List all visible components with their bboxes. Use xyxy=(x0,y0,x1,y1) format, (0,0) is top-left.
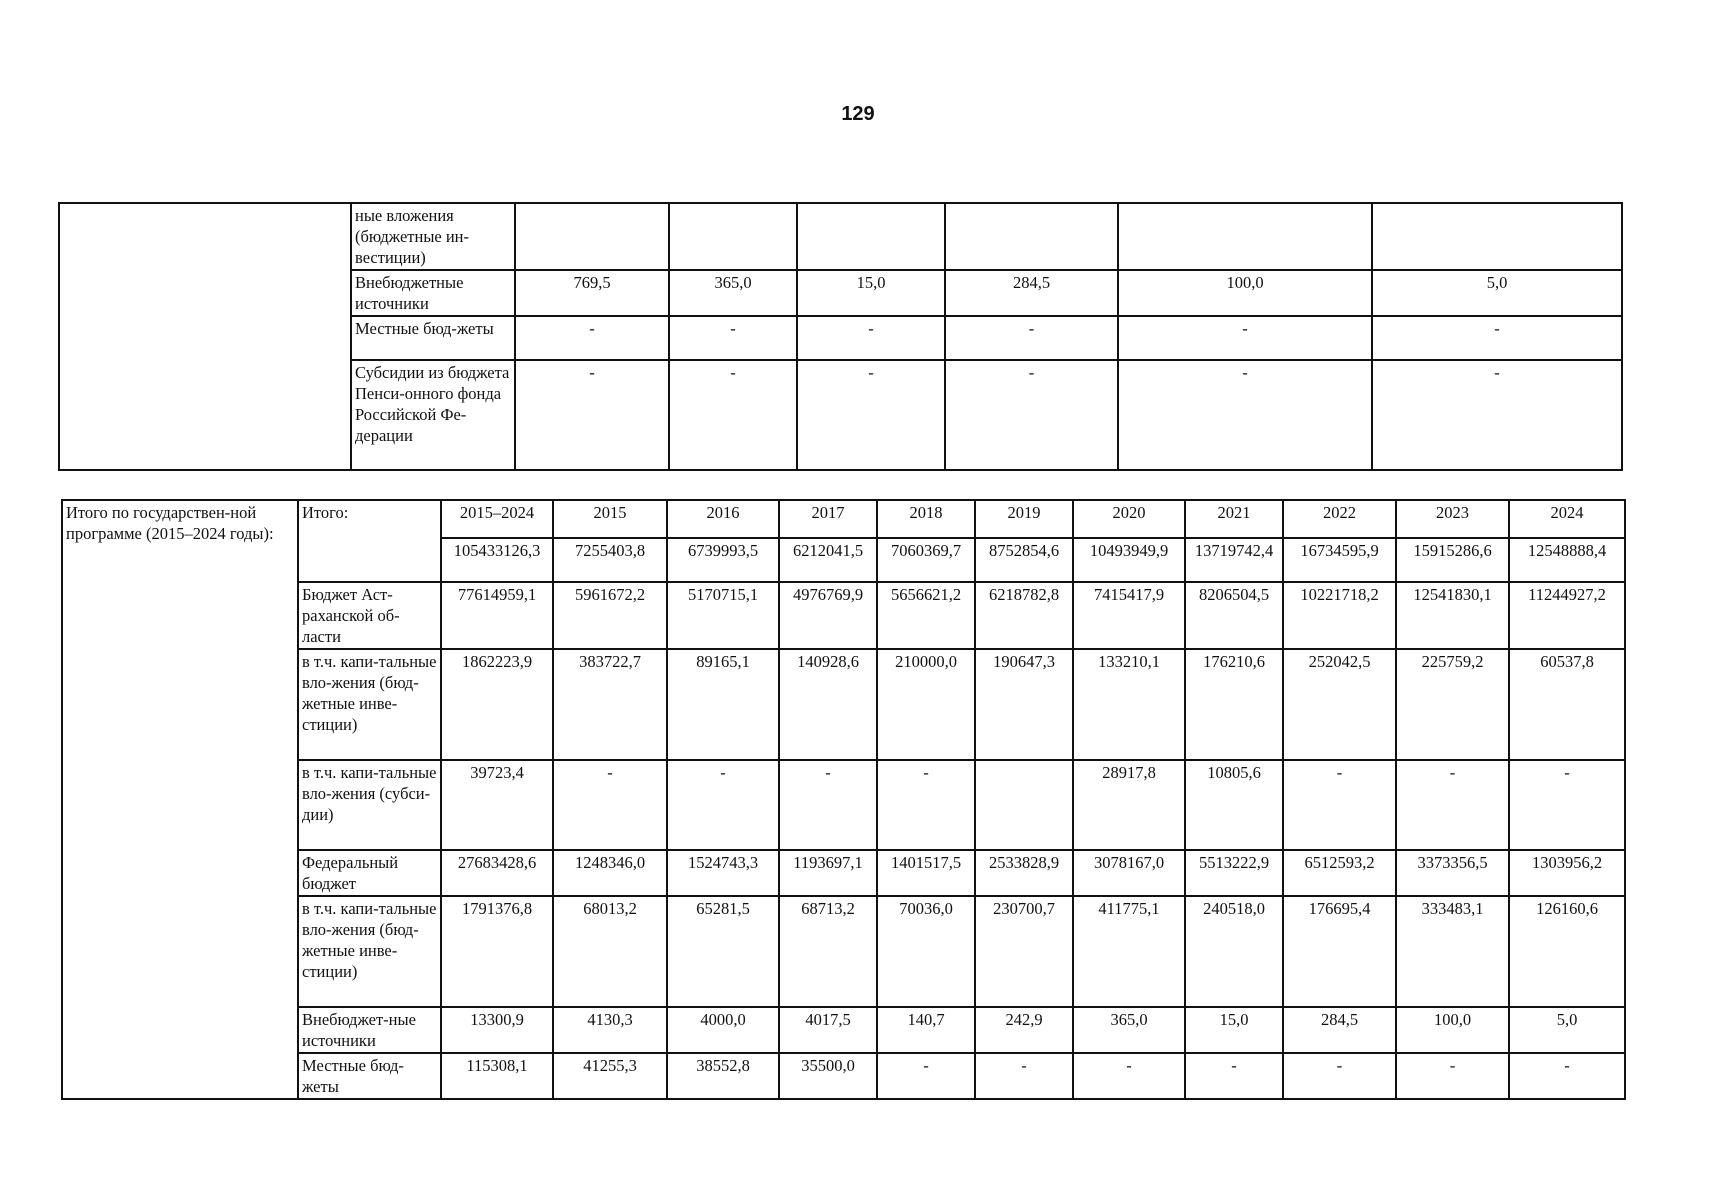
value-cell: - xyxy=(1283,1053,1396,1099)
total-value: 16734595,9 xyxy=(1283,538,1396,582)
value-cell: 1193697,1 xyxy=(779,850,877,896)
value-cell: 6218782,8 xyxy=(975,582,1073,649)
year-header: 2015–2024 xyxy=(441,500,553,538)
row-label: Внебюджетные источники xyxy=(351,270,515,316)
value-cell: 6512593,2 xyxy=(1283,850,1396,896)
value-cell: 411775,1 xyxy=(1073,896,1185,1007)
value-cell: - xyxy=(669,316,797,360)
value-cell: 68713,2 xyxy=(779,896,877,1007)
value-cell: 242,9 xyxy=(975,1007,1073,1053)
value-cell: 15,0 xyxy=(1185,1007,1283,1053)
value-cell: - xyxy=(1509,760,1625,850)
value-cell: - xyxy=(1118,360,1372,470)
value-cell xyxy=(1372,203,1622,270)
year-header: 2018 xyxy=(877,500,975,538)
value-cell: 365,0 xyxy=(1073,1007,1185,1053)
row-label: Местные бюд-жеты xyxy=(351,316,515,360)
value-cell: - xyxy=(1073,1053,1185,1099)
year-header: 2019 xyxy=(975,500,1073,538)
value-cell: - xyxy=(877,1053,975,1099)
value-cell: 10221718,2 xyxy=(1283,582,1396,649)
year-header: 2016 xyxy=(667,500,779,538)
year-header: 2024 xyxy=(1509,500,1625,538)
value-cell: 100,0 xyxy=(1118,270,1372,316)
value-cell: 126160,6 xyxy=(1509,896,1625,1007)
value-cell: 38552,8 xyxy=(667,1053,779,1099)
value-cell: 210000,0 xyxy=(877,649,975,760)
value-cell xyxy=(945,203,1118,270)
year-header: 2020 xyxy=(1073,500,1185,538)
total-value: 6212041,5 xyxy=(779,538,877,582)
value-cell: 252042,5 xyxy=(1283,649,1396,760)
value-cell: 27683428,6 xyxy=(441,850,553,896)
value-cell: 5170715,1 xyxy=(667,582,779,649)
value-cell: 11244927,2 xyxy=(1509,582,1625,649)
value-cell: - xyxy=(553,760,667,850)
value-cell: 4976769,9 xyxy=(779,582,877,649)
total-value: 10493949,9 xyxy=(1073,538,1185,582)
total-value: 13719742,4 xyxy=(1185,538,1283,582)
year-header-row xyxy=(62,500,1625,538)
value-cell: 3373356,5 xyxy=(1396,850,1509,896)
value-cell: 1303956,2 xyxy=(1509,850,1625,896)
value-cell: 65281,5 xyxy=(667,896,779,1007)
value-cell: - xyxy=(797,316,945,360)
value-cell: 60537,8 xyxy=(1509,649,1625,760)
value-cell xyxy=(515,203,669,270)
year-header: 2022 xyxy=(1283,500,1396,538)
value-cell: 2533828,9 xyxy=(975,850,1073,896)
value-cell: 4017,5 xyxy=(779,1007,877,1053)
program-label: Итого по государствен-ной программе (2015–2024 годы): xyxy=(62,500,298,1099)
value-cell: 35500,0 xyxy=(779,1053,877,1099)
value-cell: - xyxy=(1118,316,1372,360)
value-cell: 5656621,2 xyxy=(877,582,975,649)
value-cell xyxy=(975,760,1073,850)
value-cell: 4130,3 xyxy=(553,1007,667,1053)
value-cell: 333483,1 xyxy=(1396,896,1509,1007)
value-cell: - xyxy=(515,316,669,360)
value-cell: 39723,4 xyxy=(441,760,553,850)
table-row xyxy=(59,203,1622,270)
row-label: в т.ч. капи-тальные вло-жения (субси-дии) xyxy=(298,760,441,850)
value-cell: 769,5 xyxy=(515,270,669,316)
value-cell: - xyxy=(945,360,1118,470)
value-cell: 1524743,3 xyxy=(667,850,779,896)
value-cell: 5,0 xyxy=(1372,270,1622,316)
row-label: ные вложения (бюджетные ин-вестиции) xyxy=(351,203,515,270)
value-cell: - xyxy=(1372,360,1622,470)
total-value: 15915286,6 xyxy=(1396,538,1509,582)
total-value: 105433126,3 xyxy=(441,538,553,582)
value-cell: - xyxy=(515,360,669,470)
value-cell: 89165,1 xyxy=(667,649,779,760)
value-cell: 70036,0 xyxy=(877,896,975,1007)
value-cell: - xyxy=(877,760,975,850)
value-cell: - xyxy=(1396,760,1509,850)
value-cell: 1862223,9 xyxy=(441,649,553,760)
total-value: 7060369,7 xyxy=(877,538,975,582)
row-label: Федеральный бюджет xyxy=(298,850,441,896)
value-cell: - xyxy=(1185,1053,1283,1099)
row-label: Внебюджет-ные источники xyxy=(298,1007,441,1053)
value-cell: 7415417,9 xyxy=(1073,582,1185,649)
row-label: Местные бюд-жеты xyxy=(298,1053,441,1099)
empty-program-cell xyxy=(59,203,351,470)
row-label: в т.ч. капи-тальные вло-жения (бюд-жетные инве-стиции) xyxy=(298,649,441,760)
value-cell: - xyxy=(669,360,797,470)
value-cell: 176210,6 xyxy=(1185,649,1283,760)
value-cell: 8206504,5 xyxy=(1185,582,1283,649)
value-cell: 13300,9 xyxy=(441,1007,553,1053)
value-cell: 1791376,8 xyxy=(441,896,553,1007)
value-cell: 68013,2 xyxy=(553,896,667,1007)
value-cell: - xyxy=(1283,760,1396,850)
value-cell: - xyxy=(1396,1053,1509,1099)
value-cell: - xyxy=(1509,1053,1625,1099)
value-cell: - xyxy=(1372,316,1622,360)
value-cell: - xyxy=(667,760,779,850)
value-cell xyxy=(1118,203,1372,270)
value-cell: - xyxy=(975,1053,1073,1099)
value-cell: 4000,0 xyxy=(667,1007,779,1053)
year-header: 2021 xyxy=(1185,500,1283,538)
value-cell: 77614959,1 xyxy=(441,582,553,649)
value-cell: 5513222,9 xyxy=(1185,850,1283,896)
program-total-body xyxy=(62,500,1625,1099)
value-cell: 12541830,1 xyxy=(1396,582,1509,649)
value-cell: 365,0 xyxy=(669,270,797,316)
value-cell: 140,7 xyxy=(877,1007,975,1053)
value-cell xyxy=(797,203,945,270)
value-cell: 5,0 xyxy=(1509,1007,1625,1053)
value-cell: 115308,1 xyxy=(441,1053,553,1099)
value-cell: - xyxy=(945,316,1118,360)
total-label: Итого: xyxy=(298,500,441,582)
value-cell: 230700,7 xyxy=(975,896,1073,1007)
value-cell: 1248346,0 xyxy=(553,850,667,896)
value-cell: 133210,1 xyxy=(1073,649,1185,760)
value-cell: 140928,6 xyxy=(779,649,877,760)
page-number: 129 xyxy=(841,103,875,125)
value-cell: 10805,6 xyxy=(1185,760,1283,850)
value-cell: - xyxy=(779,760,877,850)
value-cell: 5961672,2 xyxy=(553,582,667,649)
value-cell: 41255,3 xyxy=(553,1053,667,1099)
value-cell: - xyxy=(797,360,945,470)
value-cell: 240518,0 xyxy=(1185,896,1283,1007)
program-total-table xyxy=(61,499,1626,1100)
value-cell: 225759,2 xyxy=(1396,649,1509,760)
row-label: Субсидии из бюджета Пенси-онного фонда Российской Фе-дерации xyxy=(351,360,515,470)
value-cell: 190647,3 xyxy=(975,649,1073,760)
funding-table-continued xyxy=(58,202,1623,471)
total-value: 12548888,4 xyxy=(1509,538,1625,582)
value-cell: 100,0 xyxy=(1396,1007,1509,1053)
year-header: 2023 xyxy=(1396,500,1509,538)
value-cell: 15,0 xyxy=(797,270,945,316)
value-cell: 1401517,5 xyxy=(877,850,975,896)
row-label: Бюджет Аст-раханской об-ласти xyxy=(298,582,441,649)
value-cell: 28917,8 xyxy=(1073,760,1185,850)
year-header: 2015 xyxy=(553,500,667,538)
value-cell: 176695,4 xyxy=(1283,896,1396,1007)
row-label: в т.ч. капи-тальные вло-жения (бюд-жетные инве-стиции) xyxy=(298,896,441,1007)
value-cell xyxy=(669,203,797,270)
value-cell: 383722,7 xyxy=(553,649,667,760)
value-cell: 284,5 xyxy=(945,270,1118,316)
continued-table-body xyxy=(59,203,1622,470)
year-header: 2017 xyxy=(779,500,877,538)
value-cell: 284,5 xyxy=(1283,1007,1396,1053)
total-value: 7255403,8 xyxy=(553,538,667,582)
total-value: 8752854,6 xyxy=(975,538,1073,582)
value-cell: 3078167,0 xyxy=(1073,850,1185,896)
total-value: 6739993,5 xyxy=(667,538,779,582)
